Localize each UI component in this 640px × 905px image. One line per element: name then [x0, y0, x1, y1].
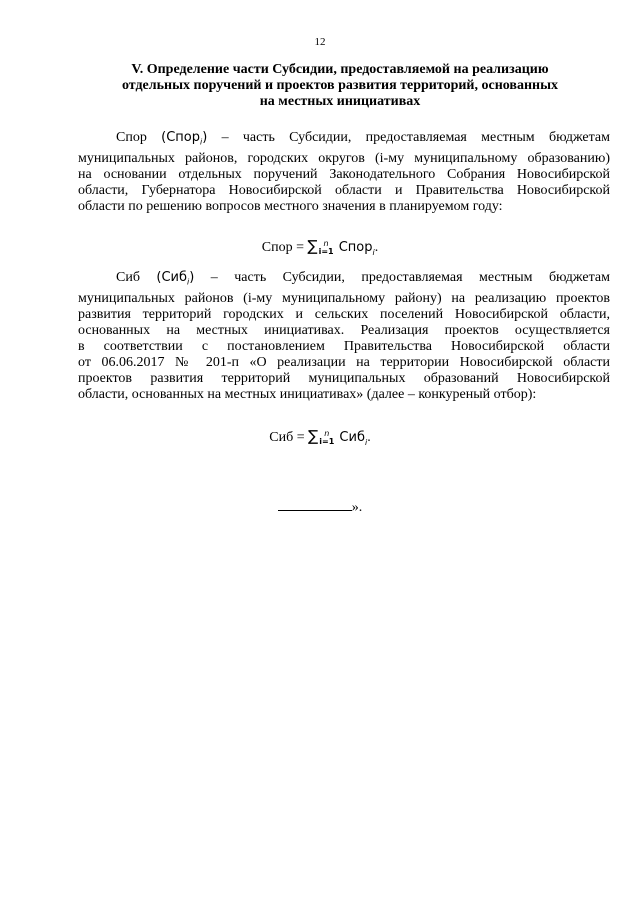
paragraph-line: муниципальных районов, городских округов (i-му муниципальному образованию): [78, 150, 610, 166]
paragraph-line: в соответствии с постановлением Правительства Новосибирской области: [78, 338, 610, 354]
section-heading: [90, 62, 590, 110]
paragraph-text: – часть Субсидии, предоставляемая местным бюджетам: [194, 270, 610, 285]
paragraph-line: [78, 130, 610, 151]
term-spor-math: (Спор$_i$): [161, 130, 208, 147]
paragraph-line: развития территорий городских и сельских поселений Новосибирской области,: [78, 306, 610, 322]
closing-quote: ».: [351, 500, 363, 515]
closing-mark: [0, 498, 640, 516]
sum-symbol: ∑: [308, 427, 319, 445]
paragraph-line: области, основанных на местных инициативах» (далее – конкуреный отбор):: [78, 386, 537, 402]
paragraph-line: проектов развития территорий муниципальных образований Новосибирской: [78, 370, 610, 386]
paragraph-line: основанных на местных инициативах. Реализация проектов осуществляется: [78, 322, 610, 338]
paragraph-line: от 06.06.2017 № 201-п «О реализации на территории Новосибирской области: [78, 354, 610, 370]
paragraph-line: [78, 270, 610, 291]
paragraph-sib: [78, 270, 610, 403]
paragraph-line: на основании отдельных поручений Законодательного Собрания Новосибирской: [78, 166, 610, 182]
page-number: 12: [314, 36, 326, 48]
heading-line: V. Определение части Субсидии, предоставляемой на реализацию: [131, 62, 549, 77]
sum-symbol: ∑: [307, 237, 318, 255]
heading-line: на местных инициативах: [259, 94, 421, 109]
paragraph-line: области по решению вопросов местного значения в планируемом году:: [78, 198, 503, 214]
formula-spor: Спор = ∑ n i=1 Спор$_i$.: [261, 237, 379, 257]
paragraph-line: муниципальных районов (i-му муниципальному району) на реализацию проектов: [78, 290, 610, 306]
formula-sib: Сиб = ∑ n i=1 Сиб$_i$.: [269, 427, 371, 447]
blank-line: [278, 498, 352, 511]
term-spor: Спор: [116, 130, 147, 145]
term-sib: Сиб: [116, 270, 140, 285]
term-sib-math: (Сиб$_i$): [156, 270, 195, 287]
paragraph-line: области, Губернатора Новосибирской области и Правительства Новосибирской: [78, 182, 610, 198]
paragraph-text: – часть Субсидии, предоставляемая местным бюджетам: [207, 130, 611, 145]
paragraph-spor: [78, 130, 610, 215]
heading-line: отдельных поручений и проектов развития территорий, основанных: [121, 78, 559, 93]
